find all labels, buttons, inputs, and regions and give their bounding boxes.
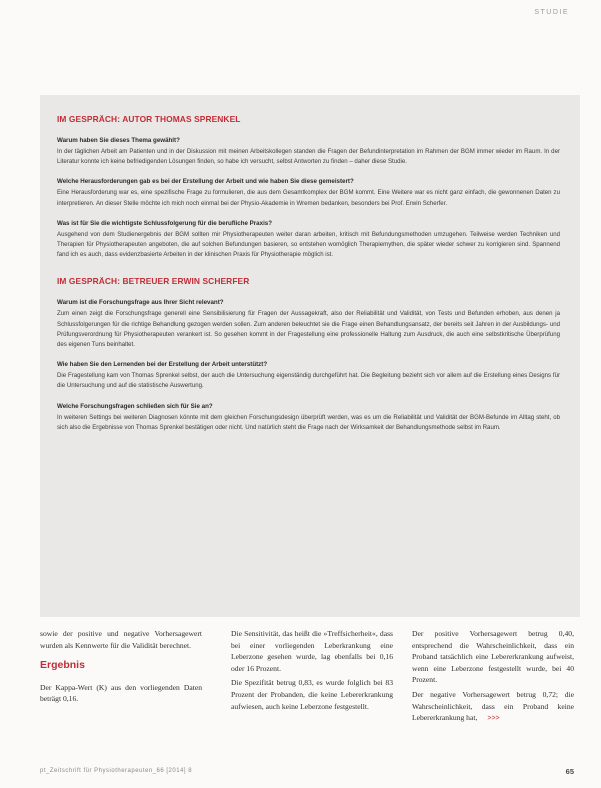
article-column-2 (231, 628, 393, 715)
answer: Ausgehend von dem Studienergebnis der BGM sollten mir Physiotherapeuten weiter daran arbeiten, kritisch mit Befundungsmethoden umzugehen. Teilweise werden Techniken und Therapien für Physiotherapeuten angeboten, die auf solchen Befundungen basieren, so entstehen womöglich Therapiemythen, die später wieder schwer zu korrigieren sind. Spannend fand ich es auch, dass evidenzbasierte Arbeiten in der klinischen Praxis für Physiotherapie möglich ist. (57, 230, 560, 259)
article-column-3 (412, 628, 574, 728)
article-columns (40, 628, 580, 752)
question: Warum ist die Forschungsfrage aus Ihrer Sicht relevant? (57, 299, 224, 307)
question: Welche Forschungsfragen schließen sich für Sie an? (57, 402, 213, 410)
continue-marker: >>> (487, 715, 500, 723)
subheading-ergebnis: Ergebnis (40, 659, 85, 672)
interview-box (40, 95, 580, 617)
answer: In weiteren Settings bei weiteren Diagnosen könnte mit dem gleichen Forschungsdesign überprüft werden, was es um die Reliabilität und Validität der BGM-Befunde im Alltag steht, ob sich also die Ergebnisse von Thomas Sprenkel bestätigen oder nicht. Und natürlich steht die Frage nach der Wirksamkeit der Behandlungsmethode selbst im Raum. (57, 413, 560, 431)
answer: In der täglichen Arbeit am Patienten und in der Diskussion mit meinen Arbeitskollegen standen die Fragen der Befundinterpretation im Rahmen der BGM immer wieder im Raum. In der Literatur konnte ich keine befriedigenden Lösungen finden, so habe ich versucht, selbst Antworten zu finden – daher diese Studie. (57, 148, 560, 166)
heading-name: BETREUER ERWIN SCHERFER (122, 276, 250, 287)
footer-journal: pt_Zeitschrift für Physiotherapeuten_66 [2014] 8 (40, 768, 193, 774)
heading-prefix: IM GESPRÄCH: (57, 276, 123, 287)
answer: Zum einen zeigt die Forschungsfrage generell eine Sensibilisierung für Fragen der Aussagekraft, also der Reliabilität und Validität, von Tests und Befunden erhoben, aus denen ja Schlussfolgerungen für die richtige Behandlung gezogen werden sollen. Zum anderen beleuchtet sie die Frage einen Behandlungsansatz, der bereits seit Jahren in der Ausbildungs- und Prüfungsverordnung für Physiotherapeuten verankert ist. So gesehen kommt in der Fragestellung eine professionelle Haltung zum Ausdruck, die auch eine selbstkritische Überprüfung des eigenen Tuns beinhaltet. (57, 310, 560, 349)
answer: Eine Herausforderung war es, eine spezifische Frage zu formulieren, die aus dem Gesamtkomplex der BGM kommt. Eine Weitere war es nicht ganz einfach, die gewonnenen Daten zu interpretieren. An dieser Stelle möchte ich mich noch einmal bei der Physio-Akademie in Wremen bedanken, besonders bei Prof. Erwin Scherfer. (57, 189, 560, 207)
question: Warum haben Sie dieses Thema gewählt? (57, 137, 180, 144)
heading-prefix: IM GESPRÄCH: (57, 114, 123, 124)
interview-heading-supervisor (57, 276, 560, 286)
question: Wie haben Sie den Lernenden bei der Erstellung der Arbeit unterstützt? (57, 361, 268, 369)
answer: Die Fragestellung kam von Thomas Sprenkel selbst, der auch die Untersuchung eigenständig durchgeführt hat. Die Begleitung bezieht sich vor allem auf die Erstellung eines Designs für die Untersuchung und auf die statistische Auswertung. (57, 372, 560, 390)
paragraph: Die Sensitivität, das heißt die »Treffsicherheit«, dass bei einer vorliegenden Leberkrankung eine Leberzone gesehen wurde, lag ebenfalls bei 0,16 oder 16 Prozent. (231, 629, 393, 673)
paragraph: Der Kappa-Wert (K) aus den vorliegenden Daten beträgt 0,16. (40, 682, 202, 704)
page-number: 65 (565, 767, 574, 776)
paragraph: Die Spezifität betrug 0,83, es wurde folglich bei 83 Prozent der Probanden, die keine Lebererkrankung aufwiesen, auch keine Leberzone festgestellt. (231, 678, 393, 711)
paragraph: sowie der positive und negative Vorhersagewert wurden als Kennwerte für die Validität berechnet. (40, 629, 202, 650)
heading-name: AUTOR THOMAS SPRENKEL (122, 114, 241, 124)
question: Welche Herausforderungen gab es bei der Erstellung der Arbeit und wie haben Sie diese gemeistert? (57, 178, 354, 186)
interview-heading-author (57, 114, 560, 124)
article-column-1 (40, 628, 202, 708)
paragraph-text: Der negative Vorhersagewert betrug 0,72; die Wahrscheinlichkeit, dass ein Proband keine Lebererkrankung hat, (412, 689, 574, 723)
paragraph: Der positive Vorhersagewert betrug 0,40, entsprechend die Wahrscheinlichkeit, dass ein Proband tatsächlich eine Lebererkrankung aufweist, wenn eine Leberzone festgestellt wurde, bei 40 Prozent. (412, 629, 574, 685)
question: Was ist für Sie die wichtigste Schlussfolgerung für die berufliche Praxis? (57, 219, 273, 227)
section-tag: STUDIE (534, 9, 569, 16)
paragraph (412, 689, 574, 725)
